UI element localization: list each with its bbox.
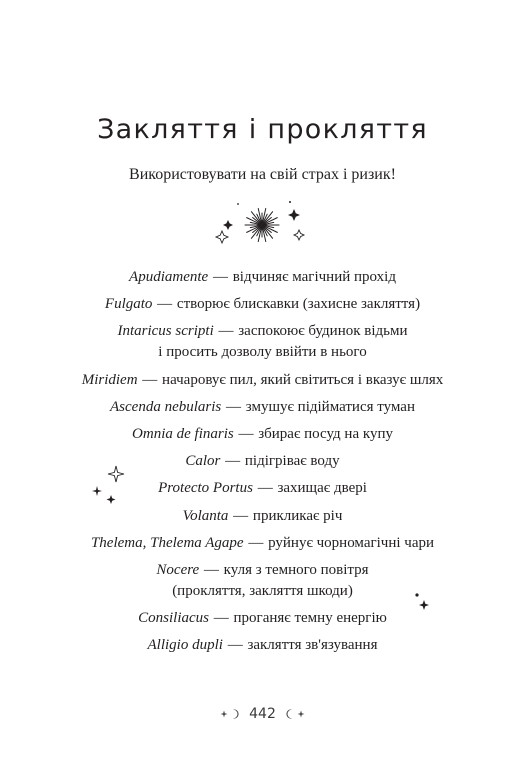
spell-description: начаровує пил, який світиться і вказує шлях	[162, 371, 444, 388]
spell-description: руйнує чорномагічні чари	[268, 534, 435, 551]
spell-description: куля з темного повітря	[223, 561, 369, 578]
spell-name: Protecto Portus	[158, 480, 253, 497]
spell-description: захищає двері	[277, 480, 367, 497]
spell-item: Intaricus scripti — заспокоює будинок відьми і просить дозволу ввійти в нього	[0, 321, 525, 363]
spell-name: Fulgato	[104, 296, 153, 313]
spell-item: Thelema, Thelema Agape — руйнує чорномагічні чари	[90, 534, 435, 551]
spell-description: відчиняє магічний прохід	[232, 269, 396, 285]
spell-item: Volanta — прикликає річ	[182, 507, 343, 524]
starburst-center	[260, 223, 264, 227]
spell-item: Consiliacus — проганяє темну енергію	[138, 610, 387, 627]
spell-description: підігріває воду	[244, 453, 340, 470]
spell-name: Thelema, Thelema Agape	[90, 534, 244, 551]
spell-description-continued: (прокляття, закляття шкоди)	[172, 582, 353, 599]
spell-name: Ascenda nebularis	[110, 398, 222, 415]
spell-name: Consiliacus	[138, 610, 210, 627]
spell-description: збирає посуд на купу	[258, 425, 393, 442]
spell-name: Alligio dupli	[147, 637, 223, 654]
spell-item: Calor — підігріває воду	[185, 453, 340, 470]
spell-name: Miridiem	[81, 371, 138, 388]
page-footer	[0, 706, 525, 722]
spell-item: Omnia de finaris — збирає посуд на купу	[132, 425, 393, 442]
spell-description: створює блискавки (захисне закляття)	[176, 296, 421, 313]
spell-item: Miridiem — начаровує пил, який світиться і вказує шлях	[81, 371, 444, 388]
page-title: Закляття і прокляття	[97, 114, 428, 145]
spell-name: Omnia de finaris	[132, 425, 234, 442]
spell-item: Nocere — куля з темного повітря (прокляття, закляття шкоди)	[0, 560, 525, 602]
spell-item: Ascenda nebularis — змушує підійматися туман	[110, 398, 415, 415]
page-number: 442	[249, 706, 276, 722]
spell-name: Volanta	[182, 507, 229, 524]
starburst-icon	[212, 196, 312, 250]
spell-name: Apudiamente	[129, 269, 209, 285]
spell-description: прикликає річ	[252, 507, 343, 524]
spell-name: Intaricus scripti	[117, 323, 214, 340]
sparkles-icon	[408, 592, 434, 616]
spell-description: закляття зв'язування	[247, 637, 378, 654]
spell-item: Apudiamente — відчиняє магічний прохід	[129, 269, 396, 285]
spell-name: Nocere	[156, 561, 200, 578]
sparkles-icon	[90, 465, 130, 507]
spell-description: змушує підійматися туман	[245, 398, 415, 415]
spell-item: Alligio dupli — закляття зв'язування	[147, 637, 378, 654]
spell-description: проганяє темну енергію	[233, 610, 387, 627]
spell-item: Fulgato — створює блискавки (захисне закляття)	[104, 296, 421, 313]
spell-item: Protecto Portus — захищає двері	[158, 480, 367, 497]
moon-star-icon	[220, 708, 242, 720]
page-subtitle: Використовувати на свій страх і ризик!	[129, 166, 396, 183]
spell-list	[0, 267, 525, 662]
spell-description: заспокоює будинок відьми	[238, 323, 408, 340]
spell-name: Calor	[185, 453, 221, 470]
moon-star-icon	[283, 708, 305, 720]
spell-description-continued: і просить дозволу ввійти в нього	[158, 344, 367, 361]
